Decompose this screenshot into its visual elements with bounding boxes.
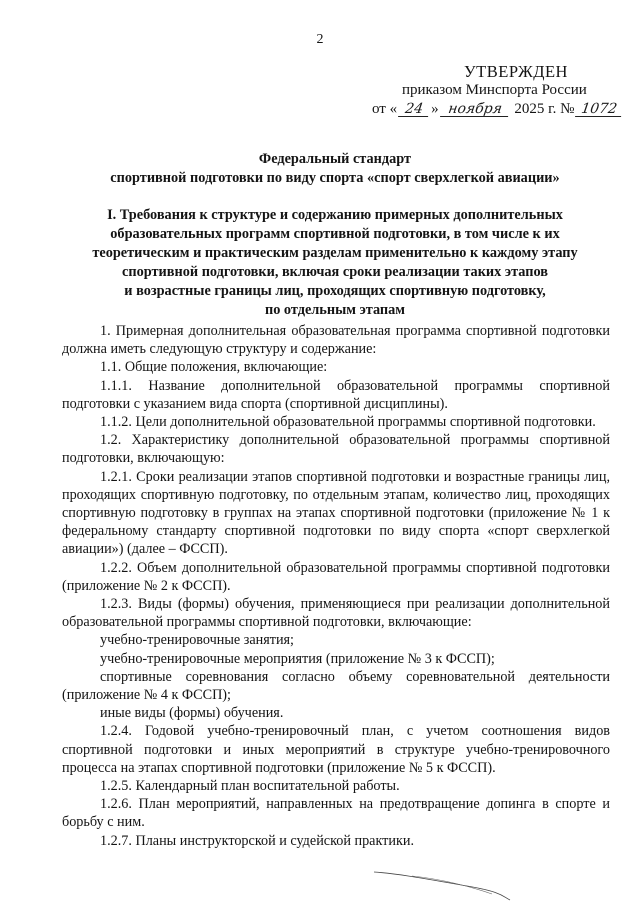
paragraph: спортивные соревнования согласно объему соревновательной деятельности (приложение № 4 к ФССП); [62, 668, 610, 704]
section-heading-line: теоретическим и практическим разделам применительно к каждому этапу [92, 245, 578, 261]
paragraph: 1.1. Общие положения, включающие: [100, 359, 328, 376]
date-day-handwritten: 24 [398, 103, 430, 117]
approval-order-line: приказом Минспорта России [402, 82, 587, 98]
section-heading-line: I. Требования к структуре и содержанию примерных дополнительных [107, 207, 563, 223]
paragraph: 1.2.3. Виды (формы) обучения, применяющиеся при реализации дополнительной образовательной программы спортивной подготовки, включающие: [62, 596, 610, 631]
paragraph: учебно-тренировочные мероприятия (приложение № 3 к ФССП); [100, 650, 495, 667]
paragraph: 1.2.7. Планы инструкторской и судейской практики. [100, 832, 414, 849]
section-heading-line: образовательных программ спортивной подготовки, в том числе к их [110, 226, 560, 242]
paragraph: 1.2.4. Годовой учебно-тренировочный план, с учетом соотношения видов спортивной подготовки и иных мероприятий в структуре учебно-тренировочного процесса на этапах спортивной подготовки (приложение № 5 к ФССП). [62, 723, 610, 776]
paragraph: 1.2.2. Объем дополнительной образовательной программы спортивной подготовки (приложение № 2 к ФССП). [62, 559, 610, 594]
paragraph: 1.1.2. Цели дополнительной образовательной программы спортивной подготовки. [100, 414, 596, 431]
standard-title-line-1: Федеральный стандарт [258, 151, 412, 167]
document-body [62, 322, 610, 850]
pen-stroke-mark [372, 862, 512, 902]
standard-title-line-2: спортивной подготовки по виду спорта «спорт сверхлегкой авиации» [110, 170, 560, 186]
date-prefix: от « [372, 101, 398, 117]
date-month-handwritten: ноября [440, 103, 510, 117]
section-heading-line: по отдельным этапам [264, 302, 406, 318]
approval-title: УТВЕРЖДЕН [464, 62, 568, 81]
paragraph: 1.2.5. Календарный план воспитательной работы. [100, 778, 400, 795]
paragraph: 1.2.1. Сроки реализации этапов спортивной подготовки и возрастные границы лиц, проходящих спортивную подготовку, по отдельным этапам, количество лиц, проходящих спортивную подготовку в группах на этапах спортивной подготовки (приложение № 1 к федеральному стандарту спортивной подготовки по виду спорта «спорт сверхлегкой авиации») (далее – ФССП). [62, 468, 610, 558]
section-heading-line: и возрастные границы лиц, проходящих спортивную подготовку, [124, 283, 546, 299]
page-number: 2 [316, 32, 324, 47]
paragraph: 1.2. Характеристику дополнительной образовательной программы спортивной подготовки, включающую: [62, 432, 610, 467]
approval-block [372, 62, 622, 119]
date-mid: » [431, 101, 439, 117]
paragraph: 1.1.1. Название дополнительной образовательной программы спортивной подготовки с указанием вида спорта (спортивной дисциплины). [62, 377, 610, 412]
paragraph: иные виды (формы) обучения. [100, 705, 284, 722]
order-number-handwritten: 1072 [575, 103, 623, 117]
paragraph: учебно-тренировочные занятия; [100, 632, 295, 649]
section-heading [60, 206, 610, 320]
section-heading-line: спортивной подготовки, включая сроки реализации таких этапов [122, 264, 548, 280]
paragraph: 1.2.6. План мероприятий, направленных на предотвращение допинга в спорте и борьбу с ним. [62, 796, 610, 831]
approval-date-line [372, 100, 622, 119]
date-year: 2025 г. № [514, 101, 575, 117]
paragraph: 1. Примерная дополнительная образовательная программа спортивной подготовки должна иметь следующую структуру и содержание: [62, 323, 610, 358]
standard-title [60, 150, 610, 188]
